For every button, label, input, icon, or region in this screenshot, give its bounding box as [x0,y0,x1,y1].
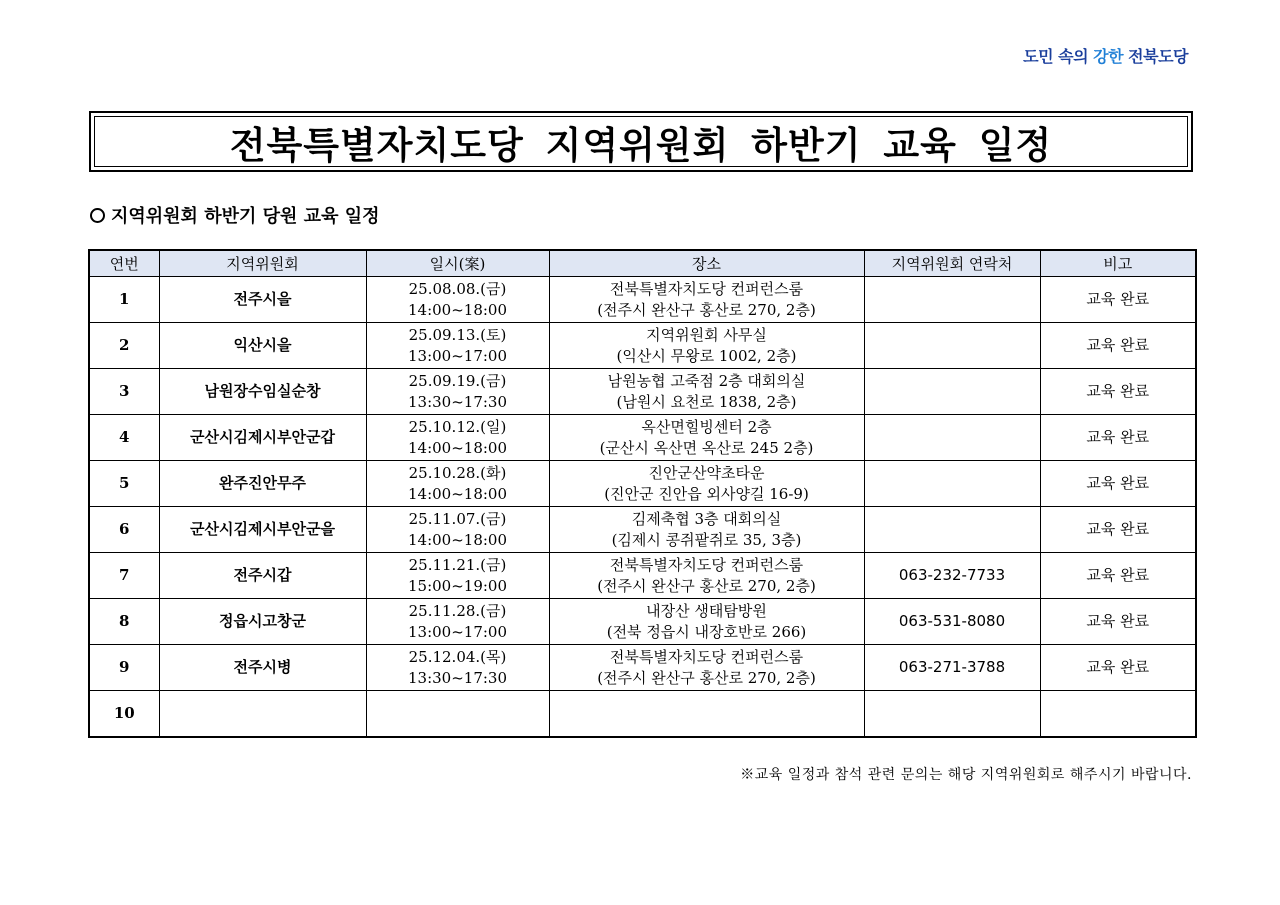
datetime-cell [366,507,549,553]
header-datetime: 일시(案) [366,250,549,277]
contact-phone [864,507,1040,553]
status-note: 교육 완료 [1040,599,1196,645]
table-row [89,277,1196,323]
document-title: 전북특별자치도당 지역위원회 하반기 교육 일정 [229,123,1053,167]
header-contact: 지역위원회 연락처 [864,250,1040,277]
footnote: ※교육 일정과 참석 관련 문의는 해당 지역위원회로 해주시기 바랍니다. [740,767,1192,783]
place-name: 진안군산약초타운 [648,463,765,482]
committee-name: 전주시을 [159,277,366,323]
datetime-cell [366,599,549,645]
contact-phone: 063-271-3788 [864,645,1040,691]
row-number: 6 [89,507,159,553]
place-address: (군산시 옥산면 옥산로 245 2층) [599,438,814,457]
contact-phone [864,415,1040,461]
place-address: (전주시 완산구 홍산로 270, 2층) [597,668,816,687]
place-cell [549,277,864,323]
row-number: 9 [89,645,159,691]
place-name: 남원농협 고죽점 2층 대회의실 [607,371,806,390]
place-name: 김제축협 3층 대회의실 [631,509,782,528]
section-heading-text: 지역위원회 하반기 당원 교육 일정 [111,206,380,227]
committee-name: 남원장수임실순창 [159,369,366,415]
slogan-part2: 속의 [1058,47,1089,66]
place-cell [549,553,864,599]
time-text: 15:00~19:00 [407,576,508,595]
date-text: 25.11.21.(금) [408,555,507,574]
time-text: 14:00~18:00 [407,438,508,457]
place-address: (전주시 완산구 홍산로 270, 2층) [597,576,816,595]
committee-name: 익산시을 [159,323,366,369]
place-address: (전북 정읍시 내장호반로 266) [606,622,807,641]
place-cell [549,691,864,738]
datetime-cell [366,323,549,369]
contact-phone [864,323,1040,369]
row-number: 7 [89,553,159,599]
place-name: 전북특별자치도당 컨퍼런스룸 [609,279,804,298]
committee-name [159,691,366,738]
party-slogan [1023,44,1188,67]
status-note: 교육 완료 [1040,461,1196,507]
row-number: 2 [89,323,159,369]
place-address: (김제시 콩쥐팥쥐로 35, 3층) [611,530,802,549]
place-cell [549,599,864,645]
table-row [89,507,1196,553]
table-row [89,369,1196,415]
contact-phone [864,461,1040,507]
status-note: 교육 완료 [1040,415,1196,461]
contact-phone: 063-531-8080 [864,599,1040,645]
time-text: 13:00~17:00 [407,622,508,641]
datetime-cell [366,277,549,323]
row-number: 5 [89,461,159,507]
header-committee: 지역위원회 [159,250,366,277]
table-row [89,691,1196,738]
row-number: 3 [89,369,159,415]
committee-name: 전주시갑 [159,553,366,599]
place-name: 내장산 생태탐방원 [646,601,767,620]
date-text: 25.11.28.(금) [408,601,507,620]
schedule-table [88,249,1197,738]
date-text: 25.11.07.(금) [408,509,507,528]
contact-phone [864,691,1040,738]
time-text: 13:00~17:00 [407,346,508,365]
time-text: 14:00~18:00 [407,484,508,503]
datetime-cell [366,691,549,738]
place-name: 전북특별자치도당 컨퍼런스룸 [609,555,804,574]
status-note: 교육 완료 [1040,507,1196,553]
status-note: 교육 완료 [1040,553,1196,599]
time-text: 13:30~17:30 [407,392,508,411]
place-name: 옥산면힐빙센터 2층 [641,417,772,436]
place-address: (전주시 완산구 홍산로 270, 2층) [597,300,816,319]
date-text: 25.09.13.(토) [408,325,507,344]
slogan-part4: 전북도당 [1128,47,1188,66]
status-note [1040,691,1196,738]
place-name: 전북특별자치도당 컨퍼런스룸 [609,647,804,666]
row-number: 10 [89,691,159,738]
table-row [89,645,1196,691]
place-address: (진안군 진안읍 외사양길 16-9) [604,484,809,503]
header-place: 장소 [549,250,864,277]
status-note: 교육 완료 [1040,369,1196,415]
place-cell [549,415,864,461]
committee-name: 정읍시고창군 [159,599,366,645]
table-row [89,323,1196,369]
table-row [89,553,1196,599]
title-box [89,111,1193,172]
place-address: (남원시 요천로 1838, 2층) [616,392,797,411]
date-text: 25.10.28.(화) [408,463,507,482]
row-number: 1 [89,277,159,323]
header-note: 비고 [1040,250,1196,277]
datetime-cell [366,369,549,415]
table-header-row [89,250,1196,277]
status-note: 교육 완료 [1040,645,1196,691]
time-text: 14:00~18:00 [407,530,508,549]
row-number: 4 [89,415,159,461]
table-row [89,415,1196,461]
status-note: 교육 완료 [1040,323,1196,369]
place-cell [549,461,864,507]
circle-bullet-icon [90,208,105,223]
place-cell [549,645,864,691]
committee-name: 전주시병 [159,645,366,691]
datetime-cell [366,461,549,507]
date-text: 25.12.04.(목) [408,647,507,666]
header-no: 연번 [89,250,159,277]
table-row [89,599,1196,645]
place-cell [549,323,864,369]
date-text: 25.10.12.(일) [408,417,507,436]
row-number: 8 [89,599,159,645]
datetime-cell [366,553,549,599]
time-text: 14:00~18:00 [407,300,508,319]
contact-phone [864,277,1040,323]
contact-phone: 063-232-7733 [864,553,1040,599]
section-heading [90,202,380,228]
place-cell [549,369,864,415]
date-text: 25.08.08.(금) [408,279,507,298]
committee-name: 완주진안무주 [159,461,366,507]
date-text: 25.09.19.(금) [408,371,507,390]
committee-name: 군산시김제시부안군을 [159,507,366,553]
slogan-part1: 도민 [1023,47,1054,66]
datetime-cell [366,415,549,461]
committee-name: 군산시김제시부안군갑 [159,415,366,461]
time-text: 13:30~17:30 [407,668,508,687]
contact-phone [864,369,1040,415]
table-body [89,277,1196,738]
place-name: 지역위원회 사무실 [646,325,767,344]
place-cell [549,507,864,553]
datetime-cell [366,645,549,691]
table-row [89,461,1196,507]
place-address: (익산시 무왕로 1002, 2층) [616,346,797,365]
status-note: 교육 완료 [1040,277,1196,323]
title-inner-frame [94,116,1188,167]
slogan-part3: 강한 [1093,47,1124,66]
